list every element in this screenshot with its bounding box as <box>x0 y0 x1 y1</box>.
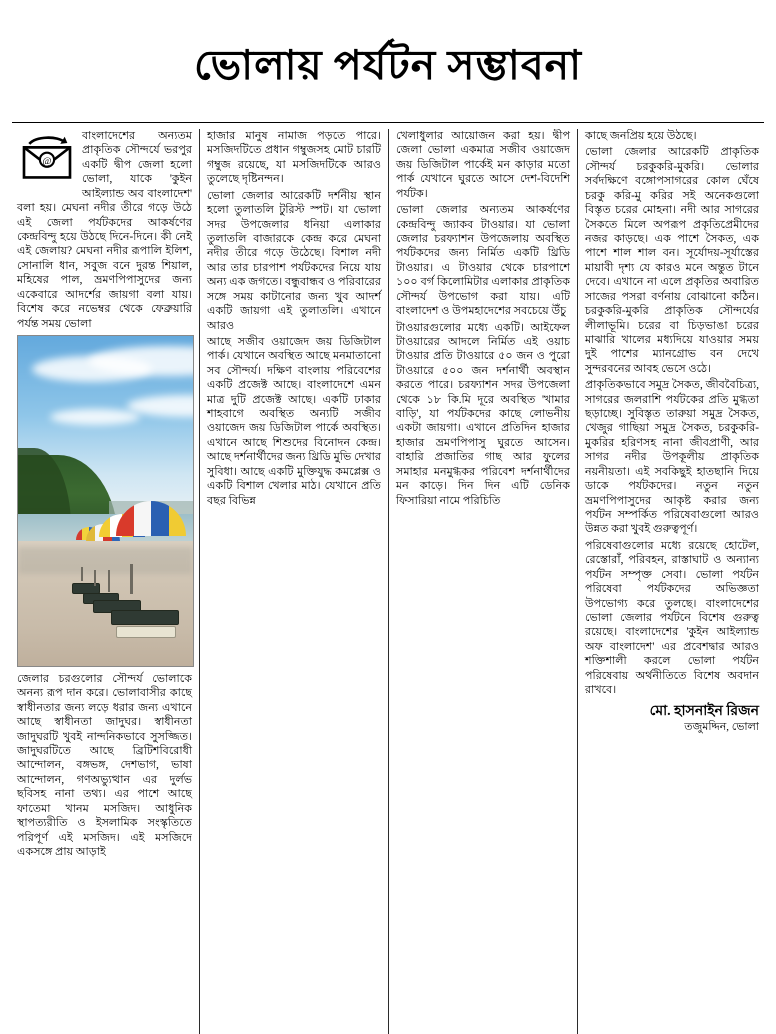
article-columns <box>10 129 766 1034</box>
umbrella-pole <box>94 570 96 586</box>
byline-designation: তজুমদ্দিন, ভোলা <box>684 720 759 733</box>
svg-text:@: @ <box>42 155 52 167</box>
paragraph: বাংলাদেশের অন্যতম প্রাকৃতিক সৌন্দর্যে ভরপুর একটি দ্বীপ জেলা হলো ভোলা, যাকে 'কুইন আইল্যান্ড অব বাংলাদেশ' বলা হয়। মেঘনা নদীর তীরে গড়ে উঠে এই জেলা পর্যটকদের আকর্ষণের কেন্দ্রবিন্দু হয়ে উঠছে দিনে-দিনে। কী নেই এই জেলায়? মেঘনা নদীর রূপালি ইলিশ, সোনালি ধান, সবুজ বনে দুরন্ত শিয়াল, মহিষের পাল, ভ্রমণপিপাসুদের জন্য একেবারে আদর্শের জায়গা বলা যায়। বিশেষ করে নভেম্বর থেকে ফেব্রুয়ারি পর্যন্ত সময় ভোলা <box>17 130 192 330</box>
beach-lounger <box>116 626 176 638</box>
column-3 <box>388 129 577 1034</box>
page-title: ভোলায় পর্যটন সম্ভাবনা <box>194 42 582 89</box>
article-photo <box>17 335 194 667</box>
byline <box>585 703 759 734</box>
column-1 <box>10 129 199 1034</box>
paragraph: ভোলা জেলার আরেকটি প্রাকৃতিক সৌন্দর্য চরকুকরি-মুকরি। ভোলার সর্বদক্ষিণে বঙ্গোপসাগরের কোল ঘেঁষে চরকু করি-মু করির স‍ই অনেকগুলো বিস্তৃত চরের মোহনা। নদী আর সাগরের সৈকতে মিলে অপরূপ প্রকৃতিপ্রেমীদের নজর কাড়ছে। এক পাশে সৈকত, এক পাশে শাল শাল বন। সূর্যোদয়-সূর্যাস্তের মায়াবী দৃশ্য যে কারও মনে অন্তুত টানে দেবে। এখানে না এলে প্রকৃতির অবারিত সাজের পসরা বর্ণনায় বোঝানো কঠিন। চরকুকরি-মুকরি প্রাকৃতিক সৌন্দর্যের লীলাভূমি। চরের বা চিড়ভাঙা চরের মাঝারি খালের মধ্যদিয়ে যাওয়ার সময় দুই পাশের ম্যানগ্রোভ বন দেখে সুন্দরবনের আবহ ভেসে ওঠে। <box>585 146 759 375</box>
paragraph: খেলাধুলার আয়োজন করা হয়। দ্বীপ জেলা ভোলা একমাত্র সজীব ওয়াজেদ জয় ডিজিটাল পার্কেই মন কাড়ার মতো পার্ক যেখানে ঘুরতে আসে দেশ-বিদেশি পর্যটক। <box>396 130 570 200</box>
paragraph: জেলার চরগুলোর সৌন্দর্য ভোলাকে অনন্য রূপ দান করে। ভোলাবাসীর কাছে স্বাধীনতার জন্য লড়ে ধরার জন্য এখানে আছে স্বাধীনতা জাদুঘর। স্বাধীনতা জাদুঘরটি খুবই নান্দনিকভাবে সুসজ্জিত। জাদুঘরটিতে আছে ব্রিটিশবিরোধী আন্দোলন, বঙ্গভঙ্গ, দেশভাগ, ভাষা আন্দোলন, গণঅভ্যুত্থান এর দুর্লভ ছবিসহ নানা তথ্য। এর পাশে আছে ফাতেমা খানম মসজিদ। আধুনিক স্থাপত্যরীতি ও ইসলামিক সংস্কৃতিতে পরিপূর্ণ এই মসজিদ। এই মসজিদে একসঙ্গে প্রায় আড়াই <box>17 672 192 858</box>
paragraph: পরিষেবাগুলোর মধ্যে রয়েছে হোটেল, রেস্তোরাঁ, পরিবহন, রাস্তাঘাট ও অন্যান্য পর্যটন সম্পৃক্ত সেবা। ভোলা পর্যটন পরিষেবা পর্যটকদের অভিজ্ঞতা উপভোগ্য করে তুলছে। বাংলাদেশের ভোলা জেলার পর্যটনে বিশেষ গুরুত্ব রয়েছে। বাংলাদেশের 'কুইন আইল্যান্ড অফ বাংলাদেশ' এর প্রবেশদ্বার আরও শক্তিশালী করলে ভোলা পর্যটন পরিষেবায় অর্থনীতিতে বিশেষ অবদান রাখবে। <box>585 539 759 697</box>
paragraph: কাছে জনপ্রিয় হয়ে উঠছে। <box>585 130 697 143</box>
paragraph: ভোলা জেলার আরেকটি দর্শনীয় স্থান হলো তুলাতলি টুরিস্ট স্পট। যা ভোলা সদর উপজেলার ধনিয়া এলাকার তুলাতলি বাজারকে কেন্দ্র করে মেঘনা নদীর তীরে গড়ে উঠেছে। বিশাল নদী আর তার চারপাশ পর্যটকদের নিয়ে যায় অন্য এক জগতে। বন্ধুবান্ধব ও পরিবারের সঙ্গে সময় কাটানোর জন্য খুব আদর্শ একটি জায়গা এই তুলাতলি। এখানে আরও <box>207 189 381 332</box>
paragraph: প্রাকৃতিকভাবে সমুদ্র সৈকত, জীববৈচিত্র্য, সাগরের জলরাশি পর্যটকের প্রতি মুগ্ধতা ছড়াচ্ছে। সুবিস্তৃত তারুয়া সমুদ্র সৈকত, খেজুর গাছিয়া সমুদ্র সৈকত, চরকুকরি-মুকরির হরিণসহ নানা জীবপ্রাণী, আর সাগর নদীর উপকূলীয় প্রাকৃতিক নয়নীয়তা। এই সবকিছুই হাতছানি দিয়ে ডাকে পর্যটকদের। নতুন নতুন ভ্রমণপিপাসুদের আকৃষ্ট করার জন্য পর্যটন সম্পর্কিত পরিষেবাগুলো আরও উন্নত করা খুবই গুরুত্বপূর্ণ। <box>585 379 759 536</box>
beach-umbrella <box>116 501 186 536</box>
umbrella-pole <box>81 567 83 581</box>
umbrella-pole <box>130 564 133 594</box>
paragraph: টাওয়ারগুলোর মধ্যে একটি। আইফেল টাওয়ারের আদলে নির্মিত এই ওয়াচ টাওয়ার প্রতি টাওয়ারে ৫০ জন ও পুরো টাওয়ারে ৫০০ জন দর্শনার্থী অবস্থান করতে পারে। চরফ্যাশন সদর উপজেলা থেকে ১৮ কি.মি দূরে অবস্থিত 'খামার বাড়ি', যা পর্যটকদের কাছে লোভনীয় একটা জায়গা। এখানে প্রতিদিন হাজার হাজার ভ্রমণপিপাসু ঘুরতে আসেন। বাহারি প্রজাতির গাছ আর ফুলের সমাহার মনমুগ্ধকর পরিবেশ দর্শনার্থীদের মন কাড়ে। দিন দিন এটি ডেনিক ফিসারিয়া নামে পরিচিতি <box>396 321 570 507</box>
cloud-shape <box>50 409 140 425</box>
paragraph: হাজার মানুষ নামাজ পড়তে পারে। মসজিদটিতে প্রধান গম্বুজসহ মোট চারটি গম্বুজ রয়েছে, যা মসজিদটিকে আরও তুলেছে দৃষ্টিনন্দন। <box>207 130 381 186</box>
umbrella-pole <box>108 570 110 592</box>
envelope-arrow-icon <box>17 129 77 187</box>
paragraph: আছে সজীব ওয়াজেদ জয় ডিজিটাল পার্ক। যেখানে অবস্থিত আছে মনমাতানো সব সৌন্দর্য। দক্ষিণ বাংলায় পরিবেশের একটি প্রজেক্ট আছে। বাংলাদেশে এমন মাত্র দুটি প্রজেক্ট আছে। একটি ঢাকার শাহবাগে অবস্থিত অন্যটি সজীব ওয়াজেদ জয় ডিজিটাল পার্কে অবস্থিত। এখানে আছে শিশুদের বিনোদন কেন্দ্র। আছে দর্শনার্থীদের জন্য থ্রিডি মুভি দেখার সুবিধা। আছে একটি মুক্তিযুদ্ধ কমপ্লেক্স ও একটি বিশাল খেলার মাঠ। যেখানে প্রতি বছর বিভিন্ন <box>207 335 381 507</box>
byline-author: মো. হাসনাইন রিজন <box>649 704 759 720</box>
beach-lounger <box>111 610 179 625</box>
column-2 <box>199 129 388 1034</box>
paragraph: ভোলা জেলার অন্যতম আকর্ষণের কেন্দ্রবিন্দু জ্যাকব টাওয়ার। যা ভোলা জেলার চরফ্যাশন উপজেলায় অবস্থিত পর্যটকদের জন্য নির্মিত একটি থ্রিডি টাওয়ার। এ টাওয়ার থেকে চারপাশে ১০০ বর্গ কিলোমিটার এলাকার প্রাকৃতিক সৌন্দর্য উপভোগ করা যায়। এটি বাংলাদেশ ও উপমহাদেশের সবচেয়ে উঁচু <box>396 204 570 318</box>
wet-sand <box>18 547 193 573</box>
title-divider <box>12 122 764 123</box>
column-4 <box>577 129 766 1034</box>
